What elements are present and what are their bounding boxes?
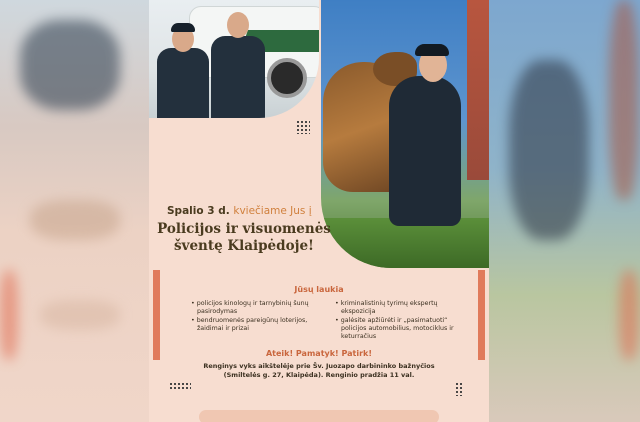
bottom-pill-decoration (199, 410, 439, 422)
date-text: Spalio 3 d. (167, 205, 230, 217)
awaits-heading: Jūsų laukia (294, 285, 344, 294)
event-poster (149, 0, 489, 422)
list-item: • bendruomenės pareigūnų loterijos, žaidimai ir prizai (191, 317, 308, 332)
dog-handler-photo (321, 0, 489, 268)
police-officers-photo (149, 0, 319, 118)
invite-text: kviečiame Jus į (233, 205, 312, 217)
info-line-2: (Smiltelės g. 27, Klaipėda). Renginio pradžia 11 val. (223, 370, 415, 379)
officer-figure (157, 48, 209, 118)
blurred-background-left (0, 0, 149, 422)
list-item: • galėsite apžiūrėti ir „pasimatuoti“ policijos automobilius, motociklus ir keturračius (335, 317, 454, 340)
info-line-1: Renginys vyks aikštelėje prie Šv. Juozapo darbininko bažnyčios (203, 362, 435, 370)
dots-decoration (296, 120, 310, 134)
event-info (169, 362, 469, 379)
dots-decoration (169, 382, 191, 390)
coral-bar-right (478, 270, 485, 360)
list-left (191, 300, 321, 334)
blurred-background-right (489, 0, 640, 422)
title-line-1: Policijos ir visuomenės (157, 221, 331, 237)
coral-bar-left (153, 270, 160, 360)
list-item: • policijos kinologų ir tarnybinių šunų pasirodymas (191, 300, 309, 315)
officer-figure (211, 36, 265, 118)
title-line-2: šventę Klaipėdoje! (174, 238, 314, 254)
dots-decoration (455, 382, 463, 396)
headline-date (167, 205, 337, 217)
poster-title (155, 221, 333, 255)
list-item: • kriminalistinių tyrimų ekspertų ekspozicija (335, 300, 438, 315)
slogan: Ateik! Pamatyk! Patirk! (265, 349, 373, 358)
list-right (335, 300, 465, 342)
